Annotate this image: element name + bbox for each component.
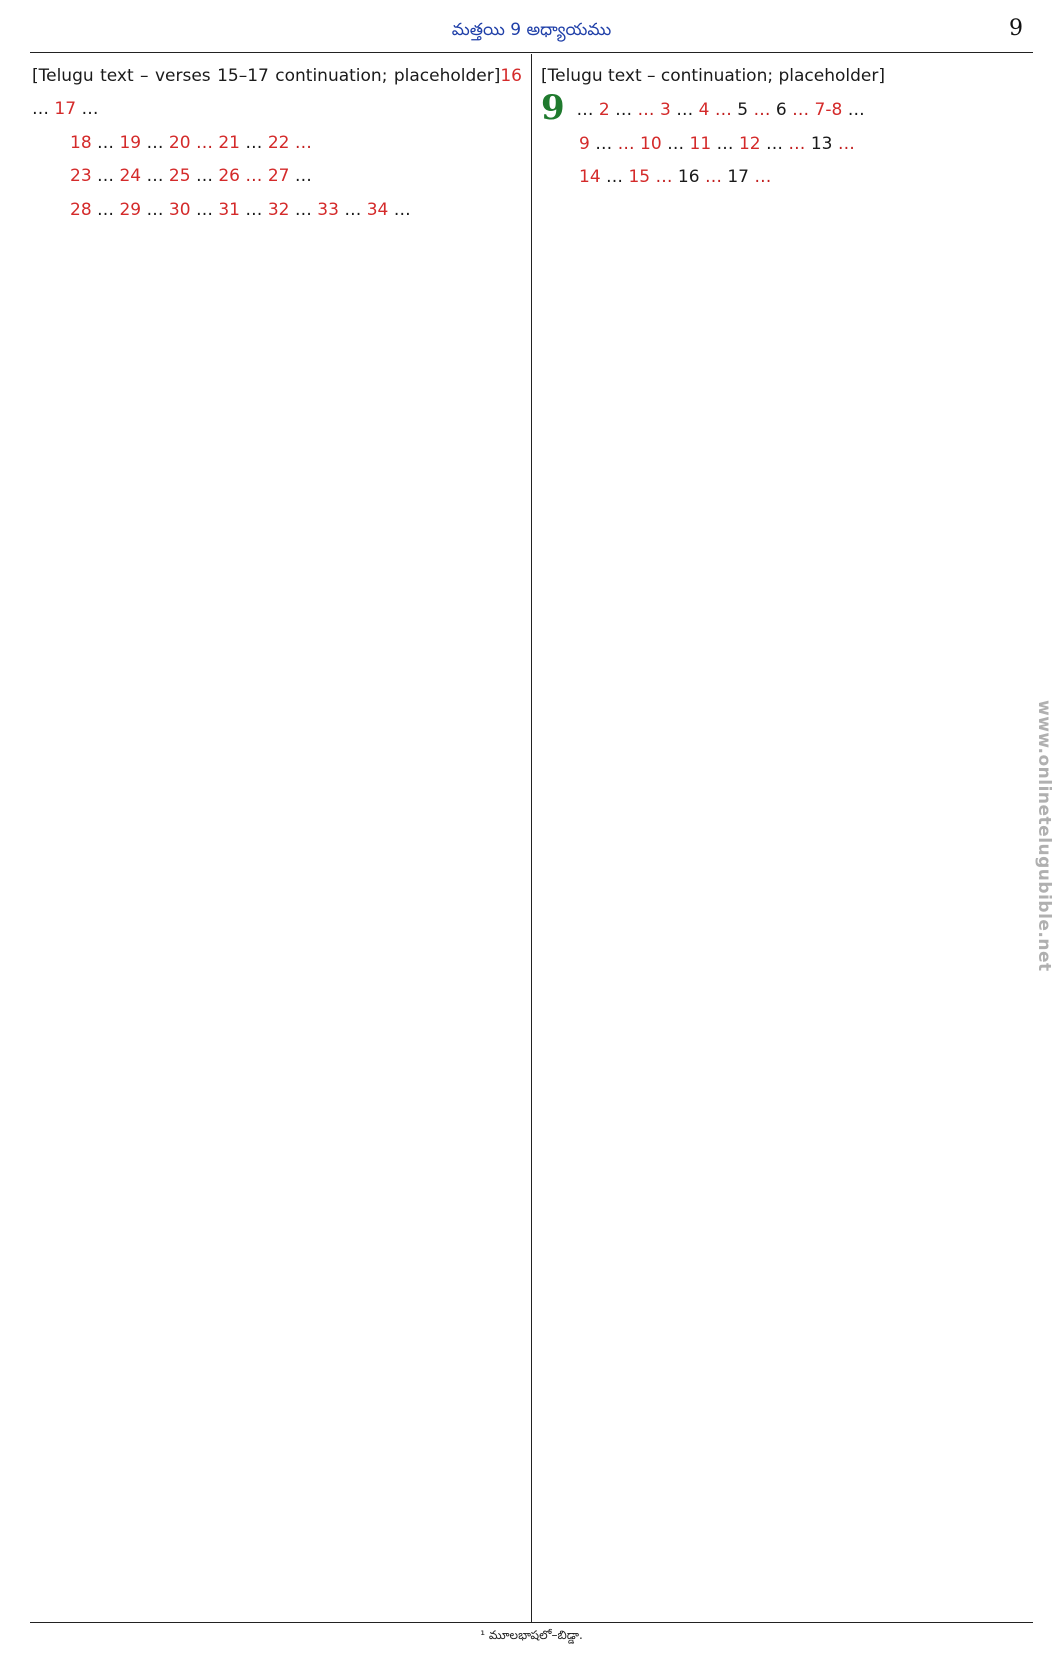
column-divider — [531, 54, 532, 1622]
verse-number: 17 — [727, 167, 755, 188]
verse-number: 26 — [218, 166, 246, 187]
right-column — [541, 60, 1031, 1615]
verse-number: 16 — [677, 167, 705, 188]
footnote: ¹ మూలభాషలో–బిడ్డా. — [480, 1628, 583, 1642]
verse-text: … — [595, 133, 618, 154]
verse-number: 22 — [267, 132, 295, 153]
verse-text: … — [195, 199, 219, 220]
verse-text: … — [294, 166, 312, 187]
verse-text: … — [676, 100, 699, 121]
verse-number: 28 — [70, 199, 98, 220]
verse-text: … — [716, 133, 739, 154]
words-of-jesus: … — [792, 100, 815, 121]
verse-text: … — [576, 100, 599, 121]
verse-number: 14 — [579, 167, 607, 188]
verse-text: … — [766, 133, 789, 154]
verse-text: … — [146, 199, 169, 220]
verse-text: … — [615, 100, 638, 121]
verse-text: … — [97, 166, 120, 187]
verse-text: [Telugu text – continuation; placeholder] — [541, 66, 885, 86]
verse-number: 25 — [168, 166, 196, 187]
verse-text: … — [344, 199, 367, 220]
verse-number: 29 — [119, 199, 147, 220]
paragraph — [32, 160, 522, 193]
verse-number: 10 — [640, 133, 668, 154]
words-of-jesus: … — [637, 100, 660, 121]
verse-number: 13 — [810, 133, 838, 154]
verse-number: 7-8 — [814, 100, 848, 121]
paragraph — [541, 161, 1031, 194]
left-column — [32, 60, 522, 1615]
verse-text: … — [294, 199, 318, 220]
words-of-jesus: … — [195, 132, 219, 153]
verse-number: 31 — [218, 199, 246, 220]
verse-number: 32 — [267, 199, 295, 220]
words-of-jesus: … — [753, 100, 776, 121]
right-watermark: www.onlinetelugubible.net — [1034, 700, 1054, 972]
verse-number: 24 — [119, 166, 147, 187]
verse-number: 20 — [168, 132, 196, 153]
words-of-jesus: … — [704, 167, 728, 188]
verse-number: 16 — [500, 66, 522, 86]
verse-text: … — [245, 132, 268, 153]
paragraph — [32, 60, 522, 127]
verse-text: … — [245, 199, 268, 220]
verse-number: 23 — [70, 166, 98, 187]
verse-text: [Telugu text – verses 15–17 continuation; placeholder] — [32, 66, 501, 86]
verse-number: 21 — [218, 132, 246, 153]
verse-text: … — [97, 199, 120, 220]
verse-number: 17 — [54, 99, 82, 120]
verse-number: 12 — [738, 133, 766, 154]
verse-number: 30 — [168, 199, 196, 220]
verse-number: 6 — [775, 100, 793, 121]
verse-number: 27 — [267, 166, 295, 187]
verse-text: … — [81, 99, 99, 120]
words-of-jesus: … — [294, 132, 312, 153]
page-header — [0, 14, 1063, 48]
paragraph — [32, 127, 522, 160]
words-of-jesus: … — [788, 133, 811, 154]
bottom-rule — [30, 1622, 1033, 1623]
verse-text: … — [195, 166, 219, 187]
verse-number: 4 — [698, 100, 715, 121]
verse-text: … — [667, 133, 690, 154]
paragraph — [541, 60, 1031, 93]
top-rule — [30, 52, 1033, 53]
verse-number: 9 — [579, 133, 596, 154]
verse-number: 5 — [737, 100, 754, 121]
verse-number: 34 — [366, 199, 394, 220]
words-of-jesus: … — [245, 166, 268, 187]
verse-number: 33 — [317, 199, 345, 220]
verse-text: … — [146, 166, 169, 187]
verse-number: 19 — [119, 132, 147, 153]
verse-text: … — [97, 132, 120, 153]
verse-text: … — [32, 99, 55, 120]
verse-text: … — [606, 167, 629, 188]
words-of-jesus: … — [754, 167, 772, 188]
words-of-jesus: … — [837, 133, 855, 154]
verse-number: 11 — [689, 133, 717, 154]
words-of-jesus: … — [714, 100, 738, 121]
chapter-number: 9 — [541, 88, 577, 129]
verse-number: 3 — [659, 100, 677, 121]
words-of-jesus: … — [617, 133, 641, 154]
verse-number: 2 — [598, 100, 616, 121]
paragraph — [541, 128, 1031, 161]
page-number: 9 — [1009, 16, 1023, 41]
paragraph — [32, 194, 522, 227]
paragraph — [541, 88, 1031, 129]
verse-number: 18 — [70, 132, 98, 153]
verse-text: … — [146, 132, 169, 153]
verse-number: 15 — [628, 167, 656, 188]
chapter-title: మత్తయి 9 అధ్యాయము — [451, 20, 612, 40]
verse-text: … — [847, 100, 865, 121]
words-of-jesus: … — [655, 167, 678, 188]
verse-text: … — [393, 199, 411, 220]
